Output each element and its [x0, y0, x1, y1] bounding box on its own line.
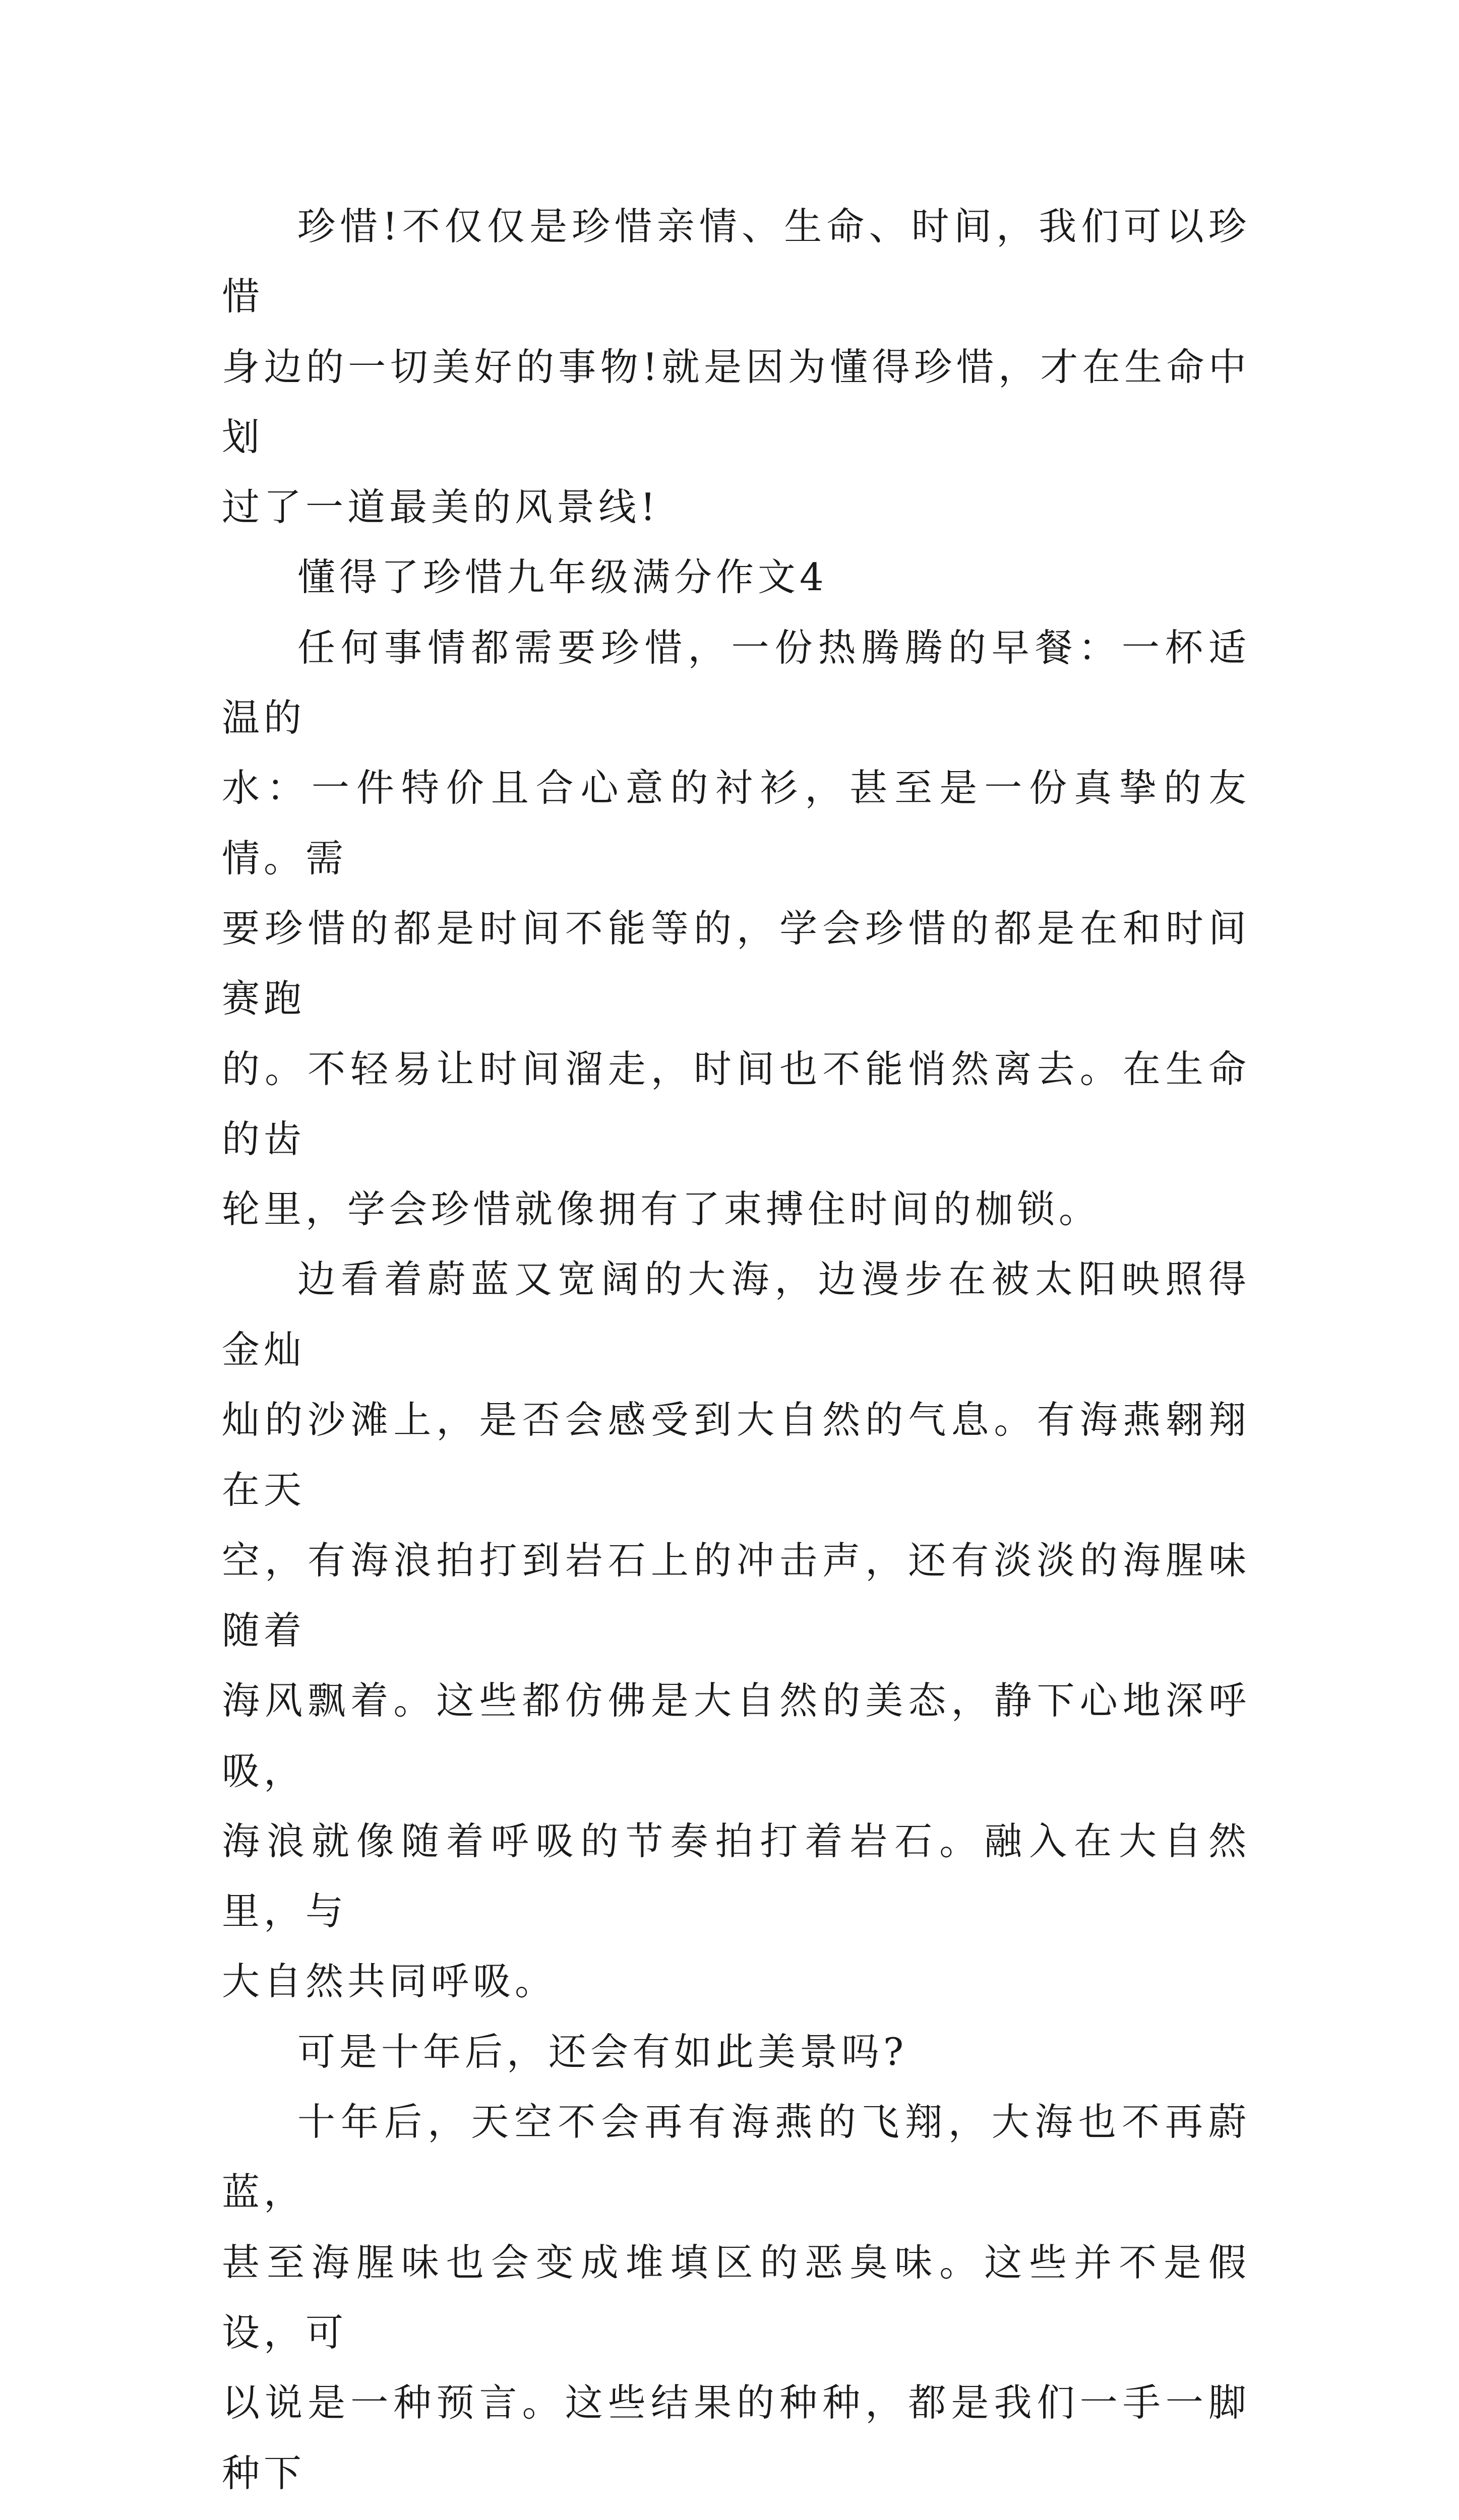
paragraph-5: 十年后，天空不会再有海燕的飞翔，大海也不再蔚蓝， 甚至海腥味也会变成堆填区的恶臭味。这些并不是假设，可 以说是一种预言。这些结果的种种，都是我们一手一脚种下: [222, 2100, 1250, 2495]
paragraph-2: 任何事情都需要珍惜，一份热腾腾的早餐：一杯适温的 水：一件特价且合心意的衬衫，甚至是一份真挚的友情。需 要珍惜的都是时间不能等的，学会珍惜的都是在和时间赛跑 的。不轻易让时间溜走，时间也不能悄然离去。在生命的齿 轮里，学会珍惜就像拥有了束搏住时间的枷锁。: [222, 625, 1250, 1232]
paragraph-4: 可是十年后，还会有如此美景吗?: [297, 2029, 908, 2074]
paragraph-3: 边看着蔚蓝又宽阔的大海，边漫步在被太阳映照得金灿 灿的沙滩上，是否会感受到大自然的气息。有海燕翱翔在天 空，有海浪拍打到岩石上的冲击声，还有淡淡的海腥味随着 海风飘着。这些都仿佛是大自然的美态，静下心地深呼吸， 海浪就像随着呼吸的节奏拍打着岩石。融入在大自然里，与 大自然共同呼吸。: [222, 1257, 1250, 2004]
paragraph-1: 珍惜!不仅仅是珍惜亲情、生命、时间，我们可以珍惜 身边的一切美好的事物!就是因为懂得珍惜，才在生命中划 过了一道最美的风景线!: [222, 204, 1250, 530]
document-body: [222, 192, 1250, 2520]
essay-heading: 懂得了珍惜九年级满分作文4: [297, 555, 828, 600]
